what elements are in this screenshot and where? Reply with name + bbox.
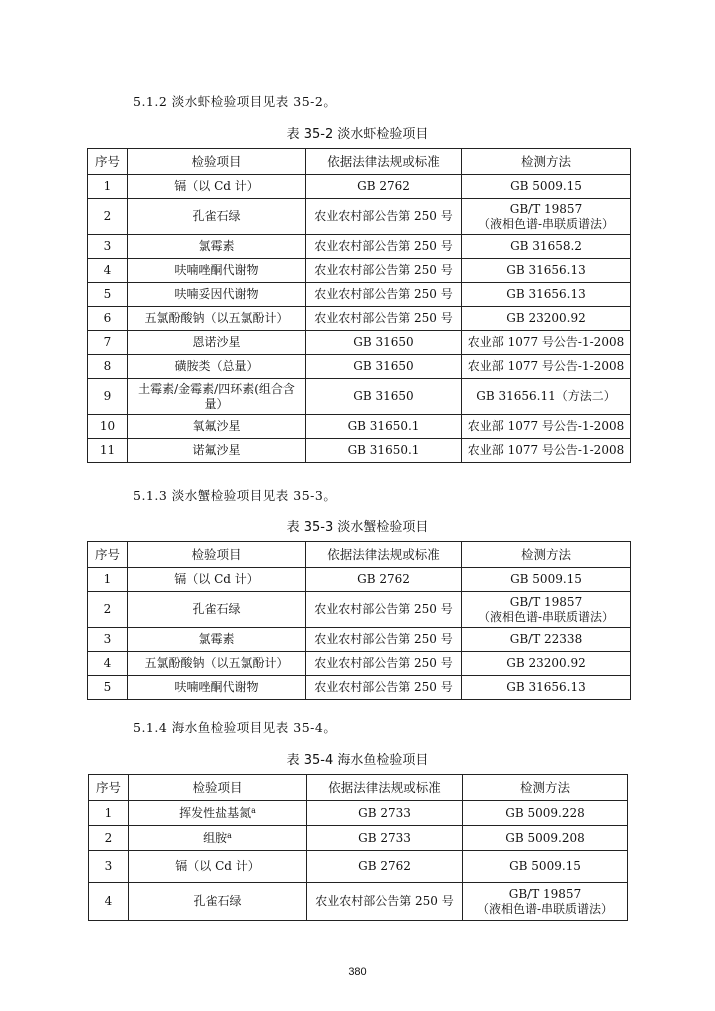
cell-item: 磺胺类（总量） — [128, 355, 306, 379]
cell-item: 氯霉素 — [128, 628, 306, 652]
cell-no: 3 — [88, 628, 128, 652]
cell-no: 2 — [89, 826, 129, 851]
header-method: 检测方法 — [463, 775, 628, 801]
item-text: 组胺 — [203, 830, 228, 845]
method-line-1: GB/T 19857 — [509, 201, 583, 216]
table-row — [88, 628, 631, 652]
method-line-2: （液相色谱-串联质谱法） — [477, 216, 615, 231]
header-no: 序号 — [89, 775, 129, 801]
cell-item: 恩诺沙星 — [128, 331, 306, 355]
table-row — [89, 801, 628, 826]
cell-basis: GB 2762 — [307, 851, 463, 883]
header-basis: 依据法律法规或标准 — [307, 775, 463, 801]
table-row — [88, 568, 631, 592]
table-row — [88, 307, 631, 331]
cell-method: 农业部 1077 号公告-1-2008 — [462, 355, 631, 379]
cell-item: 镉（以 Cd 计） — [128, 568, 306, 592]
table-row — [88, 415, 631, 439]
cell-basis: 农业农村部公告第 250 号 — [306, 235, 462, 259]
cell-item: 五氯酚酸钠（以五氯酚计） — [128, 307, 306, 331]
header-basis: 依据法律法规或标准 — [306, 542, 462, 568]
section-513-intro: 5.1.3 淡水蟹检验项目见表 35-3。 — [133, 488, 337, 503]
table-header-row — [88, 149, 631, 175]
cell-basis: GB 31650 — [306, 355, 462, 379]
table-row — [89, 883, 628, 921]
cell-no: 1 — [89, 801, 129, 826]
table-header-row — [89, 775, 628, 801]
cell-item: 氯霉素 — [128, 235, 306, 259]
cell-no: 9 — [88, 379, 128, 415]
cell-no: 4 — [88, 652, 128, 676]
cell-method: GB 5009.15 — [463, 851, 628, 883]
cell-no: 6 — [88, 307, 128, 331]
cell-no: 5 — [88, 283, 128, 307]
table-row — [88, 283, 631, 307]
cell-method: GB 23200.92 — [462, 652, 631, 676]
cell-method: 农业部 1077 号公告-1-2008 — [462, 439, 631, 463]
cell-method: GB 23200.92 — [462, 307, 631, 331]
cell-method — [462, 199, 631, 235]
table-row — [88, 331, 631, 355]
cell-basis: GB 2762 — [306, 175, 462, 199]
page-number: 380 — [348, 966, 367, 978]
cell-item: 孔雀石绿 — [129, 883, 307, 921]
cell-basis: 农业农村部公告第 250 号 — [306, 199, 462, 235]
cell-no: 2 — [88, 199, 128, 235]
cell-item — [128, 379, 306, 415]
cell-method: 农业部 1077 号公告-1-2008 — [462, 415, 631, 439]
cell-basis: 农业农村部公告第 250 号 — [306, 652, 462, 676]
cell-basis: 农业农村部公告第 250 号 — [307, 883, 463, 921]
method-line-2: （液相色谱-串联质谱法） — [476, 901, 614, 916]
cell-method: GB 5009.228 — [463, 801, 628, 826]
cell-method: GB 5009.15 — [462, 175, 631, 199]
cell-no: 3 — [89, 851, 129, 883]
cell-basis: GB 31650 — [306, 331, 462, 355]
table-35-4-caption: 表 35-4 海水鱼检验项目 — [286, 753, 429, 768]
footnote-marker: a — [251, 805, 256, 815]
cell-method — [463, 883, 628, 921]
table-row — [89, 826, 628, 851]
table-row — [88, 259, 631, 283]
table-row — [88, 235, 631, 259]
cell-item: 呋喃唑酮代谢物 — [128, 676, 306, 700]
cell-basis: 农业农村部公告第 250 号 — [306, 628, 462, 652]
cell-basis: GB 2733 — [307, 801, 463, 826]
cell-basis: GB 2762 — [306, 568, 462, 592]
cell-method: GB 31656.13 — [462, 259, 631, 283]
cell-item: 呋喃妥因代谢物 — [128, 283, 306, 307]
table-35-2-caption: 表 35-2 淡水虾检验项目 — [286, 127, 429, 142]
cell-item — [129, 801, 307, 826]
cell-basis: GB 31650.1 — [306, 415, 462, 439]
table-row — [88, 652, 631, 676]
header-item: 检验项目 — [128, 149, 306, 175]
cell-no: 10 — [88, 415, 128, 439]
cell-basis: GB 2733 — [307, 826, 463, 851]
header-item: 检验项目 — [129, 775, 307, 801]
table-row — [88, 439, 631, 463]
table-header-row — [88, 542, 631, 568]
cell-no: 1 — [88, 175, 128, 199]
cell-method — [462, 592, 631, 628]
header-method: 检测方法 — [462, 149, 631, 175]
cell-method: GB 31656.13 — [462, 283, 631, 307]
method-line-1: GB/T 19857 — [508, 886, 582, 901]
cell-item — [129, 826, 307, 851]
cell-item: 诺氟沙星 — [128, 439, 306, 463]
cell-no: 5 — [88, 676, 128, 700]
cell-no: 3 — [88, 235, 128, 259]
item-line-1: 土霉素/金霉素/四环素(组合含 — [138, 381, 295, 396]
header-no: 序号 — [88, 149, 128, 175]
footnote-marker: a — [227, 830, 232, 840]
cell-basis: GB 31650 — [306, 379, 462, 415]
item-line-2: 量） — [204, 396, 229, 411]
section-512-intro: 5.1.2 淡水虾检验项目见表 35-2。 — [133, 94, 337, 109]
cell-no: 4 — [89, 883, 129, 921]
table-35-3 — [87, 541, 631, 700]
cell-item: 镉（以 Cd 计） — [129, 851, 307, 883]
method-line-2: （液相色谱-串联质谱法） — [477, 609, 615, 624]
table-row — [88, 199, 631, 235]
cell-basis: GB 31650.1 — [306, 439, 462, 463]
header-basis: 依据法律法规或标准 — [306, 149, 462, 175]
table-row — [88, 592, 631, 628]
cell-method: GB 31656.11（方法二） — [462, 379, 631, 415]
cell-method: GB 5009.15 — [462, 568, 631, 592]
cell-basis: 农业农村部公告第 250 号 — [306, 259, 462, 283]
header-item: 检验项目 — [128, 542, 306, 568]
cell-method: 农业部 1077 号公告-1-2008 — [462, 331, 631, 355]
cell-no: 7 — [88, 331, 128, 355]
item-text: 挥发性盐基氮 — [179, 805, 252, 820]
method-line-1: GB/T 19857 — [509, 594, 583, 609]
cell-basis: 农业农村部公告第 250 号 — [306, 283, 462, 307]
cell-item: 镉（以 Cd 计） — [128, 175, 306, 199]
cell-no: 2 — [88, 592, 128, 628]
table-row — [88, 676, 631, 700]
cell-basis: 农业农村部公告第 250 号 — [306, 307, 462, 331]
cell-no: 11 — [88, 439, 128, 463]
cell-no: 8 — [88, 355, 128, 379]
header-method: 检测方法 — [462, 542, 631, 568]
table-35-2 — [87, 148, 631, 463]
cell-method: GB 5009.208 — [463, 826, 628, 851]
cell-no: 4 — [88, 259, 128, 283]
cell-item: 五氯酚酸钠（以五氯酚计） — [128, 652, 306, 676]
cell-item: 呋喃唑酮代谢物 — [128, 259, 306, 283]
cell-basis: 农业农村部公告第 250 号 — [306, 592, 462, 628]
header-no: 序号 — [88, 542, 128, 568]
table-row — [88, 355, 631, 379]
table-35-3-caption: 表 35-3 淡水蟹检验项目 — [286, 520, 429, 535]
table-row — [88, 379, 631, 415]
cell-item: 孔雀石绿 — [128, 199, 306, 235]
cell-item: 氧氟沙星 — [128, 415, 306, 439]
cell-item: 孔雀石绿 — [128, 592, 306, 628]
table-row — [88, 175, 631, 199]
table-35-4 — [88, 774, 628, 921]
section-514-intro: 5.1.4 海水鱼检验项目见表 35-4。 — [133, 720, 337, 735]
cell-method: GB/T 22338 — [462, 628, 631, 652]
table-row — [89, 851, 628, 883]
cell-no: 1 — [88, 568, 128, 592]
cell-basis: 农业农村部公告第 250 号 — [306, 676, 462, 700]
cell-method: GB 31658.2 — [462, 235, 631, 259]
cell-method: GB 31656.13 — [462, 676, 631, 700]
